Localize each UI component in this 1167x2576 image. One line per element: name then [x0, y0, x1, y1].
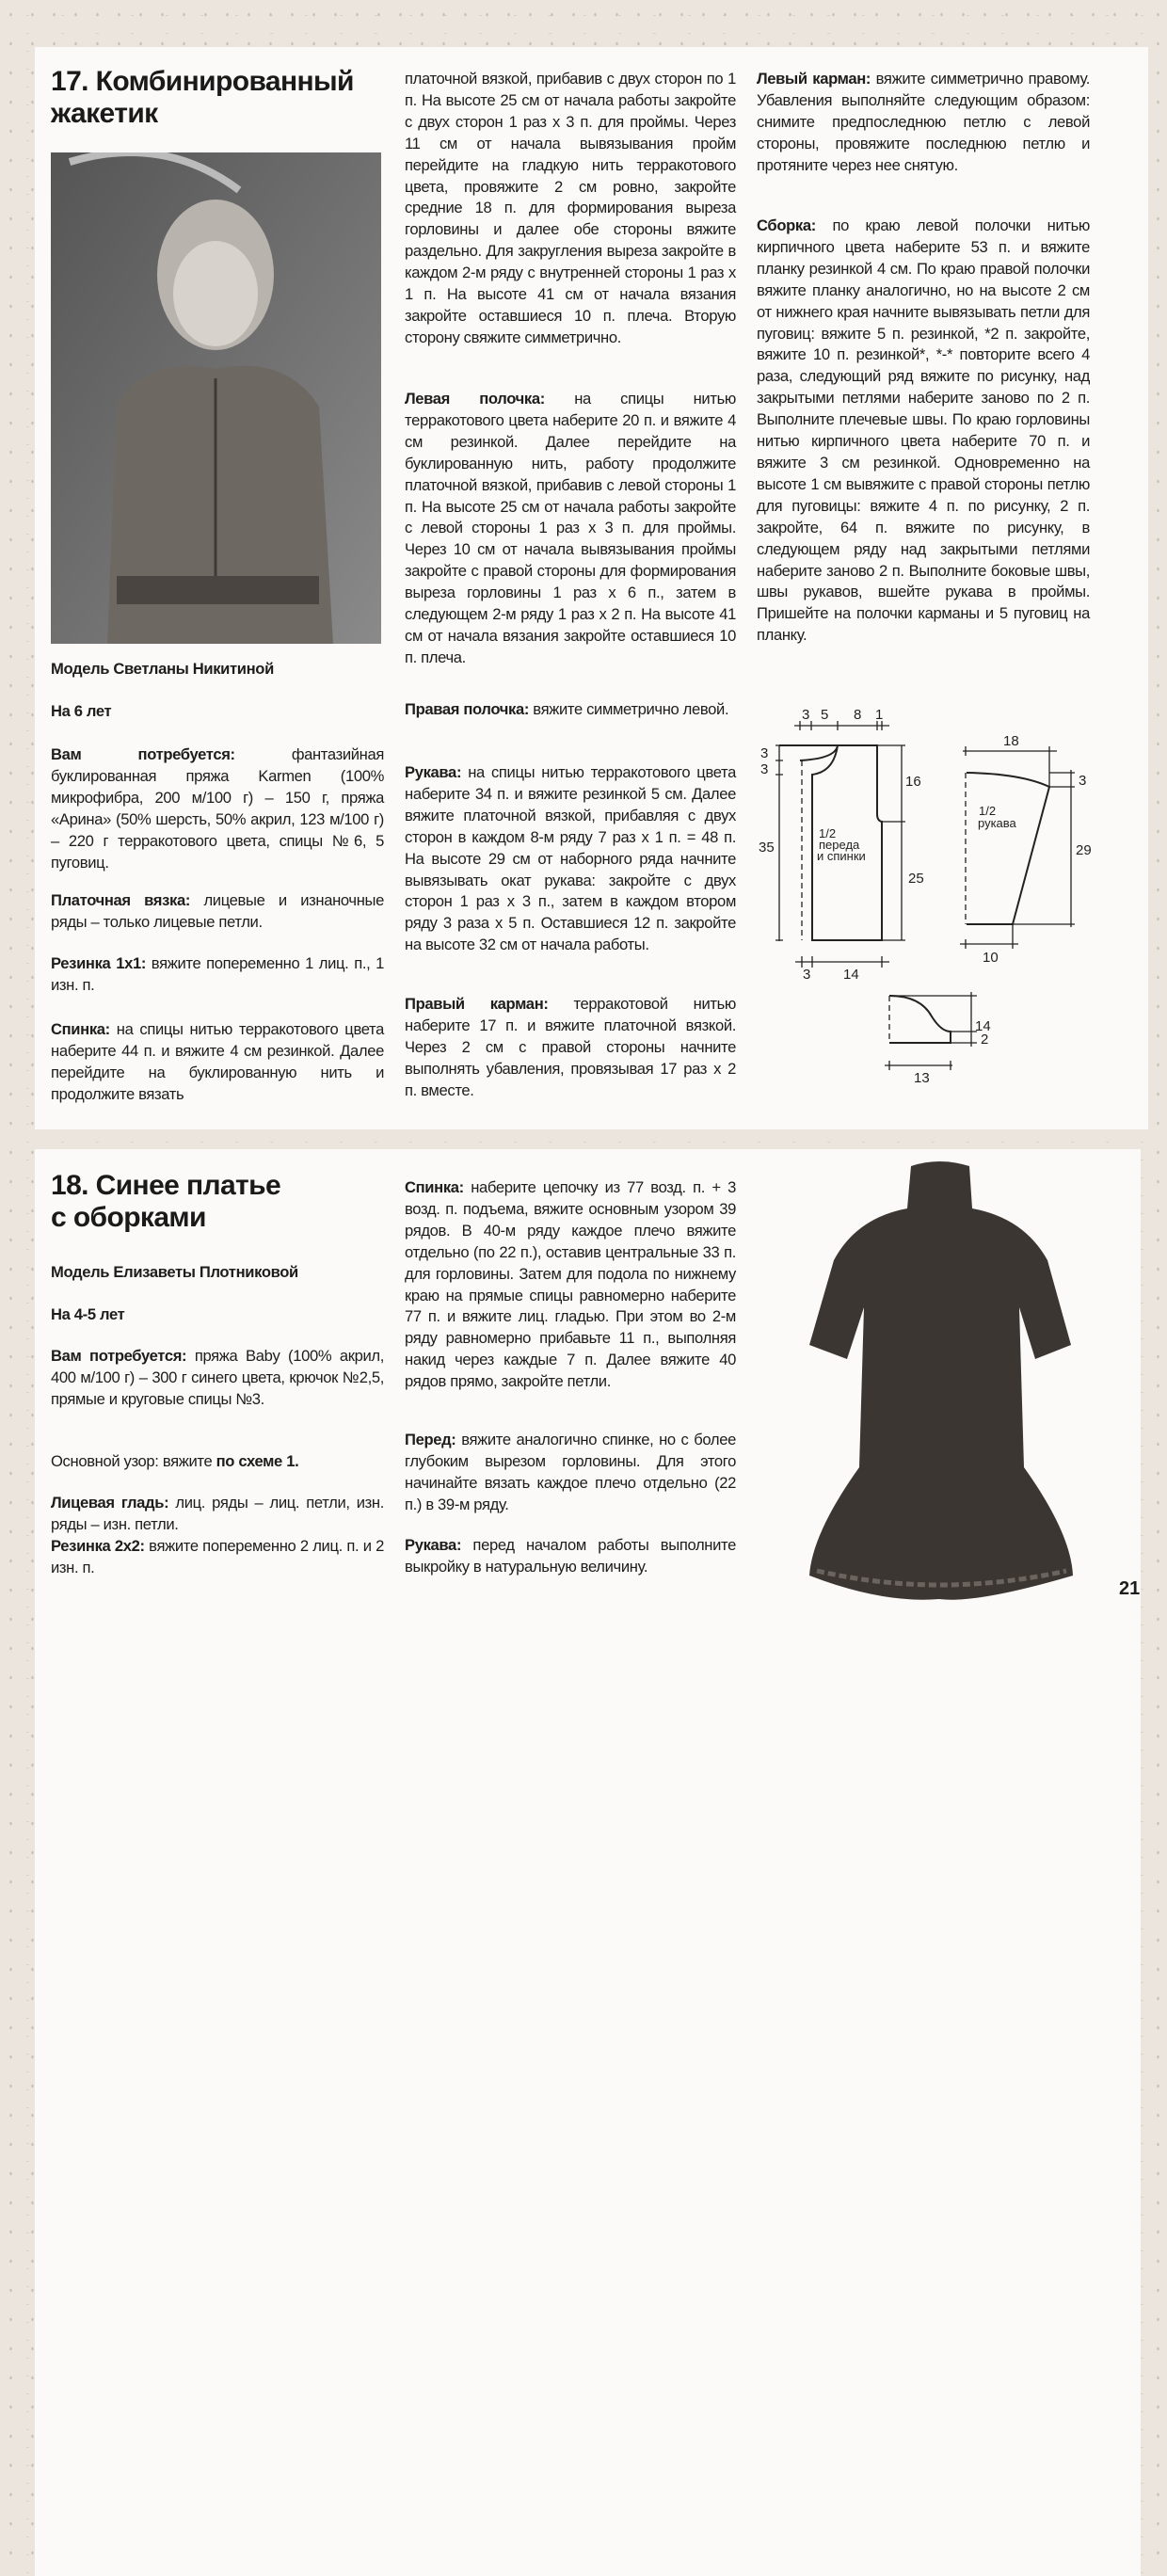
section-label: Резинка 2х2: [51, 1537, 145, 1555]
dimension-label: 14 [975, 1018, 991, 1034]
dimension-label: 3 [1079, 773, 1087, 789]
back-paragraph [51, 1019, 384, 1106]
piece-label: переда [819, 838, 860, 852]
dress-photo [789, 1157, 1090, 1605]
section-label: Вам потребуется: [51, 1347, 187, 1365]
dimension-label: 14 [843, 967, 859, 983]
section-text: терракотовой нитью наберите 17 п. и вяжите платочной вязкой. Через 2 см с правой стороны начните выполнять убавления, провязывая 17 раз х 2 п. вместе. [405, 995, 737, 1099]
back-paragraph [405, 1177, 736, 1393]
section-label: Правый карман: [405, 995, 549, 1013]
age-label: На 4-5 лет [51, 1305, 125, 1323]
dimension-label: 29 [1076, 842, 1092, 858]
dimension-label: 3 [760, 745, 769, 761]
section-text: перед началом работы выполните выкройку в натуральную величину. [405, 1536, 736, 1576]
dimension-label: 10 [983, 950, 999, 966]
title-line: 18. Синее платье [51, 1170, 281, 1201]
materials-paragraph [51, 744, 384, 873]
right-pocket-paragraph [405, 994, 736, 1102]
section-label: по схеме 1. [216, 1452, 299, 1470]
section-label: Сборка: [757, 216, 816, 234]
dimension-label: 1 [875, 707, 884, 723]
section-text: вяжите симметрично левой. [529, 700, 729, 718]
section-text: вяжите попеременно 1 лиц. п., 1 изн. п. [51, 954, 384, 994]
section-text: вяжите попеременно 2 лиц. п. и 2 изн. п. [51, 1537, 384, 1576]
sleeves-paragraph [405, 762, 736, 956]
dimension-label: 35 [759, 840, 775, 856]
section-label: Спинка: [51, 1020, 110, 1038]
section-text: лицевые и изнаночные ряды – только лицевые петли. [51, 891, 384, 931]
right-front-paragraph [405, 699, 736, 721]
piece-label: 1/2 [979, 804, 997, 818]
pattern-17-title [51, 66, 354, 130]
section-text: на спицы нитью терракотового цвета наберите 44 п. и вяжите 4 см резинкой. Далее перейдите на буклированную нить и продолжите вязать [51, 1020, 384, 1103]
section-label: Платочная вязка: [51, 891, 191, 909]
title-line: с оборками [51, 1202, 206, 1233]
section-text: на спицы нитью терракотового цвета наберите 20 п. и вяжите 4 см резинкой. Далее перейдите на буклированную нить, работу продолжите платочной вязкой, прибавив с левой стороны 1 п. На высоте 25 см от начала работы закройте с левой стороны 1 раз х 3 п. для проймы. Через 10 см от начала вывязывания проймы закройте с правой стороны для формирования выреза горловины 1 раз х 6 п., затем в следующем 2-м ряду 1 раз х 2 п. На высоте 41 см от начала вязания закройте оставшиеся 10 п. плеча. [405, 390, 736, 666]
section-text: наберите цепочку из 77 возд. п. + 3 возд. п. подъема, вяжите основным узором 39 рядов. В 40-м ряду каждое плечо вяжите отдельно (по 22 п.), оставив центральные 33 п. для горловины. Затем для подола по нижнему краю на прямые спицы равномерно наберите 77 п. и вяжите лиц. гладью. При этом во 2-м ряду равномерно прибавьте 11 п., выполняя накид через каждые 7 п. Далее вяжите 40 рядов прямо, закройте петли. [405, 1178, 736, 1391]
dimension-label: 2 [981, 1032, 989, 1048]
title-line: жакетик [51, 98, 158, 129]
rib-paragraph [51, 1536, 384, 1579]
left-front-paragraph [405, 389, 736, 669]
model-credit: Модель Елизаветы Плотниковой [51, 1263, 298, 1281]
section-text: пряжа Baby (100% акрил, 400 м/100 г) – 300 г синего цвета, крючок №2,5, прямые и круговые спицы №3. [51, 1347, 385, 1408]
garter-stitch-paragraph [51, 890, 384, 934]
girl-in-jacket-photo [51, 152, 381, 644]
section-label: Правая полочка: [405, 700, 530, 718]
piece-label: 1/2 [819, 826, 837, 840]
pattern-schematic [753, 696, 1111, 1111]
section-label: Резинка 1х1: [51, 954, 147, 972]
assembly-paragraph [757, 216, 1090, 647]
rib-paragraph [51, 953, 384, 997]
section-label: Лицевая гладь: [51, 1494, 169, 1512]
section-label: Рукава: [405, 1536, 462, 1554]
model-credit: Модель Светланы Никитиной [51, 660, 274, 678]
sleeves-paragraph [405, 1535, 736, 1578]
section-text: фантазийная буклированная пряжа Karmen (100% микрофибра, 200 м/100 г) – 150 г, пряжа «Арина» (50% шерсть, 50% акрил, 123 м/100 г) – 220 г терракотового цвета, спицы №6, 5 пуговиц. [51, 745, 384, 872]
dimension-label: 3 [803, 967, 811, 983]
dimension-label: 16 [905, 774, 921, 790]
section-text: вяжите симметрично правому. Убавления выполняйте следующим образом: снимите предпоследнюю петлю с левой стороны, провяжите последнюю петлю и протяните через нее снятую. [757, 70, 1090, 174]
page-number: 21 [1119, 1578, 1141, 1599]
dimension-label: 5 [821, 707, 829, 723]
back-continued-paragraph: платочной вязкой, прибавив с двух сторон по 1 п. На высоте 25 см от начала работы закройте с двух сторон 1 раз х 3 п. для проймы. Через 11 см от начала вывязывания пройм перейдите на гладкую нить терракотового цвета, провяжите 2 см ровно, закройте средние 18 п. для формирования выреза горловины и далее обе стороны вяжите раздельно. Для закругления выреза закройте в каждом 2-м ряду с внутренней стороны 1 раз х 1 п. На высоте 41 см от начала вязания закройте оставшиеся 10 п. плеча. Вторую сторону свяжите симметрично. [405, 70, 736, 346]
piece-label: и спинки [817, 849, 866, 863]
section-text: лиц. ряды – лиц. петли, изн. ряды – изн. петли. [51, 1494, 385, 1533]
main-pattern-paragraph [51, 1451, 384, 1473]
section-label: Левый карман: [757, 70, 871, 88]
title-line: 17. Комбинированный [51, 66, 354, 97]
dimension-label: 3 [760, 761, 769, 777]
dimension-label: 13 [914, 1070, 930, 1086]
section-label: Рукава: [405, 763, 462, 781]
section-label: Перед: [405, 1431, 456, 1448]
left-pocket-paragraph [757, 69, 1090, 177]
section-text: по краю левой полочки нитью кирпичного цвета наберите 53 п. и вяжите планку резинкой 4 см. По краю правой полочки вяжите планку аналогично, но на высоте 2 см от нижнего края начните вывязывать петли для пуговиц: вяжите 5 п. резинкой, *2 п. закройте, вяжите 10 п. резинкой*, *-* повторите всего 4 раза, следующий ряд вяжите по рисунку, над закрытыми петлями наберите заново по 2 п. Выполните плечевые швы. По краю горловины нитью кирпичного цвета наберите 70 п. и вяжите 3 см резинкой. Одновременно на высоте 1 см вывяжите с правой стороны петлю для пуговицы: вяжите 4 п. по рисунку, 2 п. закройте, 64 п. вяжите по рисунку, в следующем ряду над закрытыми петлями наберите заново 2 п. Выполните боковые швы, швы рукавов, вшейте рукава в проймы. Пришейте на полочки карманы и 5 пуговиц на планку. [757, 216, 1090, 645]
dimension-label: 25 [908, 871, 924, 887]
front-paragraph [405, 1430, 736, 1516]
section-label: Вам потребуется: [51, 745, 235, 763]
stockinette-paragraph [51, 1493, 384, 1536]
section-text: на спицы нитью терракотового цвета наберите 34 п. и вяжите резинкой 5 см. Далее вяжите платочной вязкой, прибавляя с двух сторон в каждом 8-м ряду 7 раз х 1 п. = 48 п. На высоте 29 см от наборного ряда начните вывязывать окат рукава: закройте с двух сторон 1 раз х 3 п., затем в каждом втором ряду 3 раза х 5 п. Оставшиеся 12 п. закройте на высоте 32 см от начала работы. [405, 763, 736, 954]
section-label: Левая полочка: [405, 390, 545, 408]
pattern-18-title [51, 1170, 280, 1234]
age-label: На 6 лет [51, 702, 112, 720]
materials-paragraph [51, 1346, 384, 1411]
dimension-label: 3 [802, 707, 810, 723]
dimension-label: 8 [854, 707, 862, 723]
section-text: вяжите аналогично спинке, но с более глубоким вырезом горловины. Для этого начинайте вязать каждое плечо отдельно (22 п.) в 39-м ряду. [405, 1431, 736, 1513]
section-text: Основной узор: вяжите [51, 1452, 216, 1470]
dimension-label: 18 [1003, 733, 1019, 749]
section-label: Спинка: [405, 1178, 464, 1196]
piece-label: рукава [978, 816, 1016, 830]
